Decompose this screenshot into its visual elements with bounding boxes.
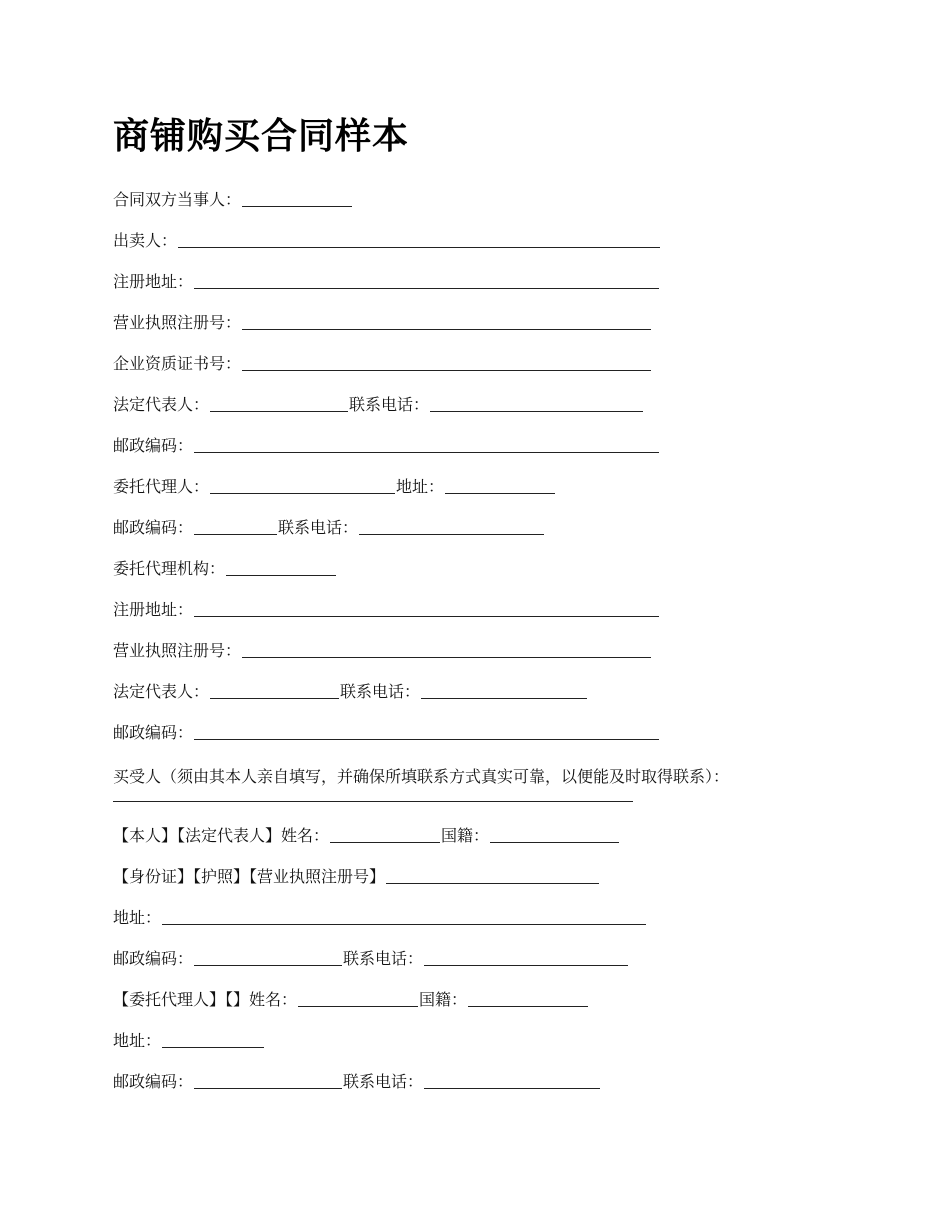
form-line-buyer-id: [113, 855, 913, 896]
form-line-buyer-note: [113, 752, 913, 814]
fill-blank[interactable]: [178, 231, 660, 248]
field-label: 合同双方当事人：: [113, 190, 242, 209]
form-line-seller: [113, 219, 913, 260]
form-line-buyer-agent-contact: [113, 1060, 913, 1101]
form-line-agency-legal-rep: [113, 670, 913, 711]
fill-blank[interactable]: [194, 518, 277, 535]
field-label: 地址：: [113, 908, 162, 927]
field-label: 联系电话：: [349, 395, 430, 414]
field-label: 法定代表人：: [113, 682, 210, 701]
form-line-buyer-address: [113, 896, 913, 937]
field-label: 国籍：: [419, 990, 468, 1009]
fill-blank[interactable]: [445, 477, 555, 494]
field-label: 地址：: [396, 477, 445, 496]
fill-blank[interactable]: [113, 793, 633, 802]
field-label: 地址：: [113, 1031, 162, 1050]
field-label: 营业执照注册号：: [113, 641, 242, 660]
field-label: 邮政编码：: [113, 518, 194, 537]
fill-blank[interactable]: [242, 313, 651, 330]
fill-blank[interactable]: [298, 990, 418, 1007]
fill-blank[interactable]: [194, 436, 659, 453]
form-line-agency-postcode: [113, 711, 913, 752]
fill-blank[interactable]: [194, 272, 659, 289]
buyer-note-text: 买受人（须由其本人亲自填写，并确保所填联系方式真实可靠，以便能及时取得联系）：: [113, 767, 730, 786]
field-label: 邮政编码：: [113, 723, 194, 742]
form-line-agency: [113, 547, 913, 588]
fill-blank[interactable]: [386, 867, 599, 884]
field-label: 注册地址：: [113, 272, 194, 291]
field-label: 邮政编码：: [113, 949, 194, 968]
field-label: 邮政编码：: [113, 436, 194, 455]
field-label: 【委托代理人】【】姓名：: [113, 990, 298, 1009]
field-label: 委托代理机构：: [113, 559, 226, 578]
form-line-agency-license: [113, 629, 913, 670]
field-label: 法定代表人：: [113, 395, 210, 414]
form-line-seller-agent-contact: [113, 506, 913, 547]
form-line-agency-reg-address: [113, 588, 913, 629]
fill-blank[interactable]: [194, 723, 659, 740]
field-label: 联系电话：: [343, 949, 424, 968]
form-line-seller-agent: [113, 465, 913, 506]
field-label: 联系电话：: [278, 518, 359, 537]
fill-blank[interactable]: [430, 395, 643, 412]
fill-blank[interactable]: [424, 1072, 600, 1089]
fill-blank[interactable]: [194, 949, 342, 966]
form-line-seller-postcode: [113, 424, 913, 465]
form-line-buyer-contact: [113, 937, 913, 978]
page-title: 商铺购买合同样本: [113, 116, 410, 157]
fill-blank[interactable]: [242, 354, 651, 371]
fill-blank[interactable]: [210, 395, 348, 412]
fill-blank[interactable]: [226, 559, 336, 576]
fill-blank[interactable]: [359, 518, 544, 535]
form-line-seller-legal-rep: [113, 383, 913, 424]
form-line-seller-license: [113, 301, 913, 342]
fill-blank[interactable]: [210, 682, 339, 699]
contract-form: [113, 178, 913, 1101]
fill-blank[interactable]: [162, 1031, 264, 1048]
fill-blank[interactable]: [162, 908, 646, 925]
form-line-seller-reg-address: [113, 260, 913, 301]
field-label: 营业执照注册号：: [113, 313, 242, 332]
field-label: 联系电话：: [343, 1072, 424, 1091]
fill-blank[interactable]: [242, 190, 352, 207]
fill-blank[interactable]: [468, 990, 588, 1007]
form-line-buyer-agent: [113, 978, 913, 1019]
field-label: 联系电话：: [340, 682, 421, 701]
fill-blank[interactable]: [330, 826, 440, 843]
field-label: 国籍：: [441, 826, 490, 845]
fill-blank[interactable]: [210, 477, 395, 494]
field-label: 注册地址：: [113, 600, 194, 619]
fill-blank[interactable]: [424, 949, 628, 966]
field-label: 出卖人：: [113, 231, 178, 250]
form-line-parties: [113, 178, 913, 219]
field-label: 【身份证】【护照】【营业执照注册号】: [113, 867, 386, 886]
fill-blank[interactable]: [194, 600, 659, 617]
fill-blank[interactable]: [194, 1072, 342, 1089]
field-label: 企业资质证书号：: [113, 354, 242, 373]
form-line-buyer-name: [113, 814, 913, 855]
field-label: 【本人】【法定代表人】姓名：: [113, 826, 330, 845]
fill-blank[interactable]: [421, 682, 587, 699]
form-line-seller-qualification: [113, 342, 913, 383]
field-label: 邮政编码：: [113, 1072, 194, 1091]
field-label: 委托代理人：: [113, 477, 210, 496]
form-line-buyer-agent-address: [113, 1019, 913, 1060]
fill-blank[interactable]: [490, 826, 619, 843]
fill-blank[interactable]: [242, 641, 651, 658]
